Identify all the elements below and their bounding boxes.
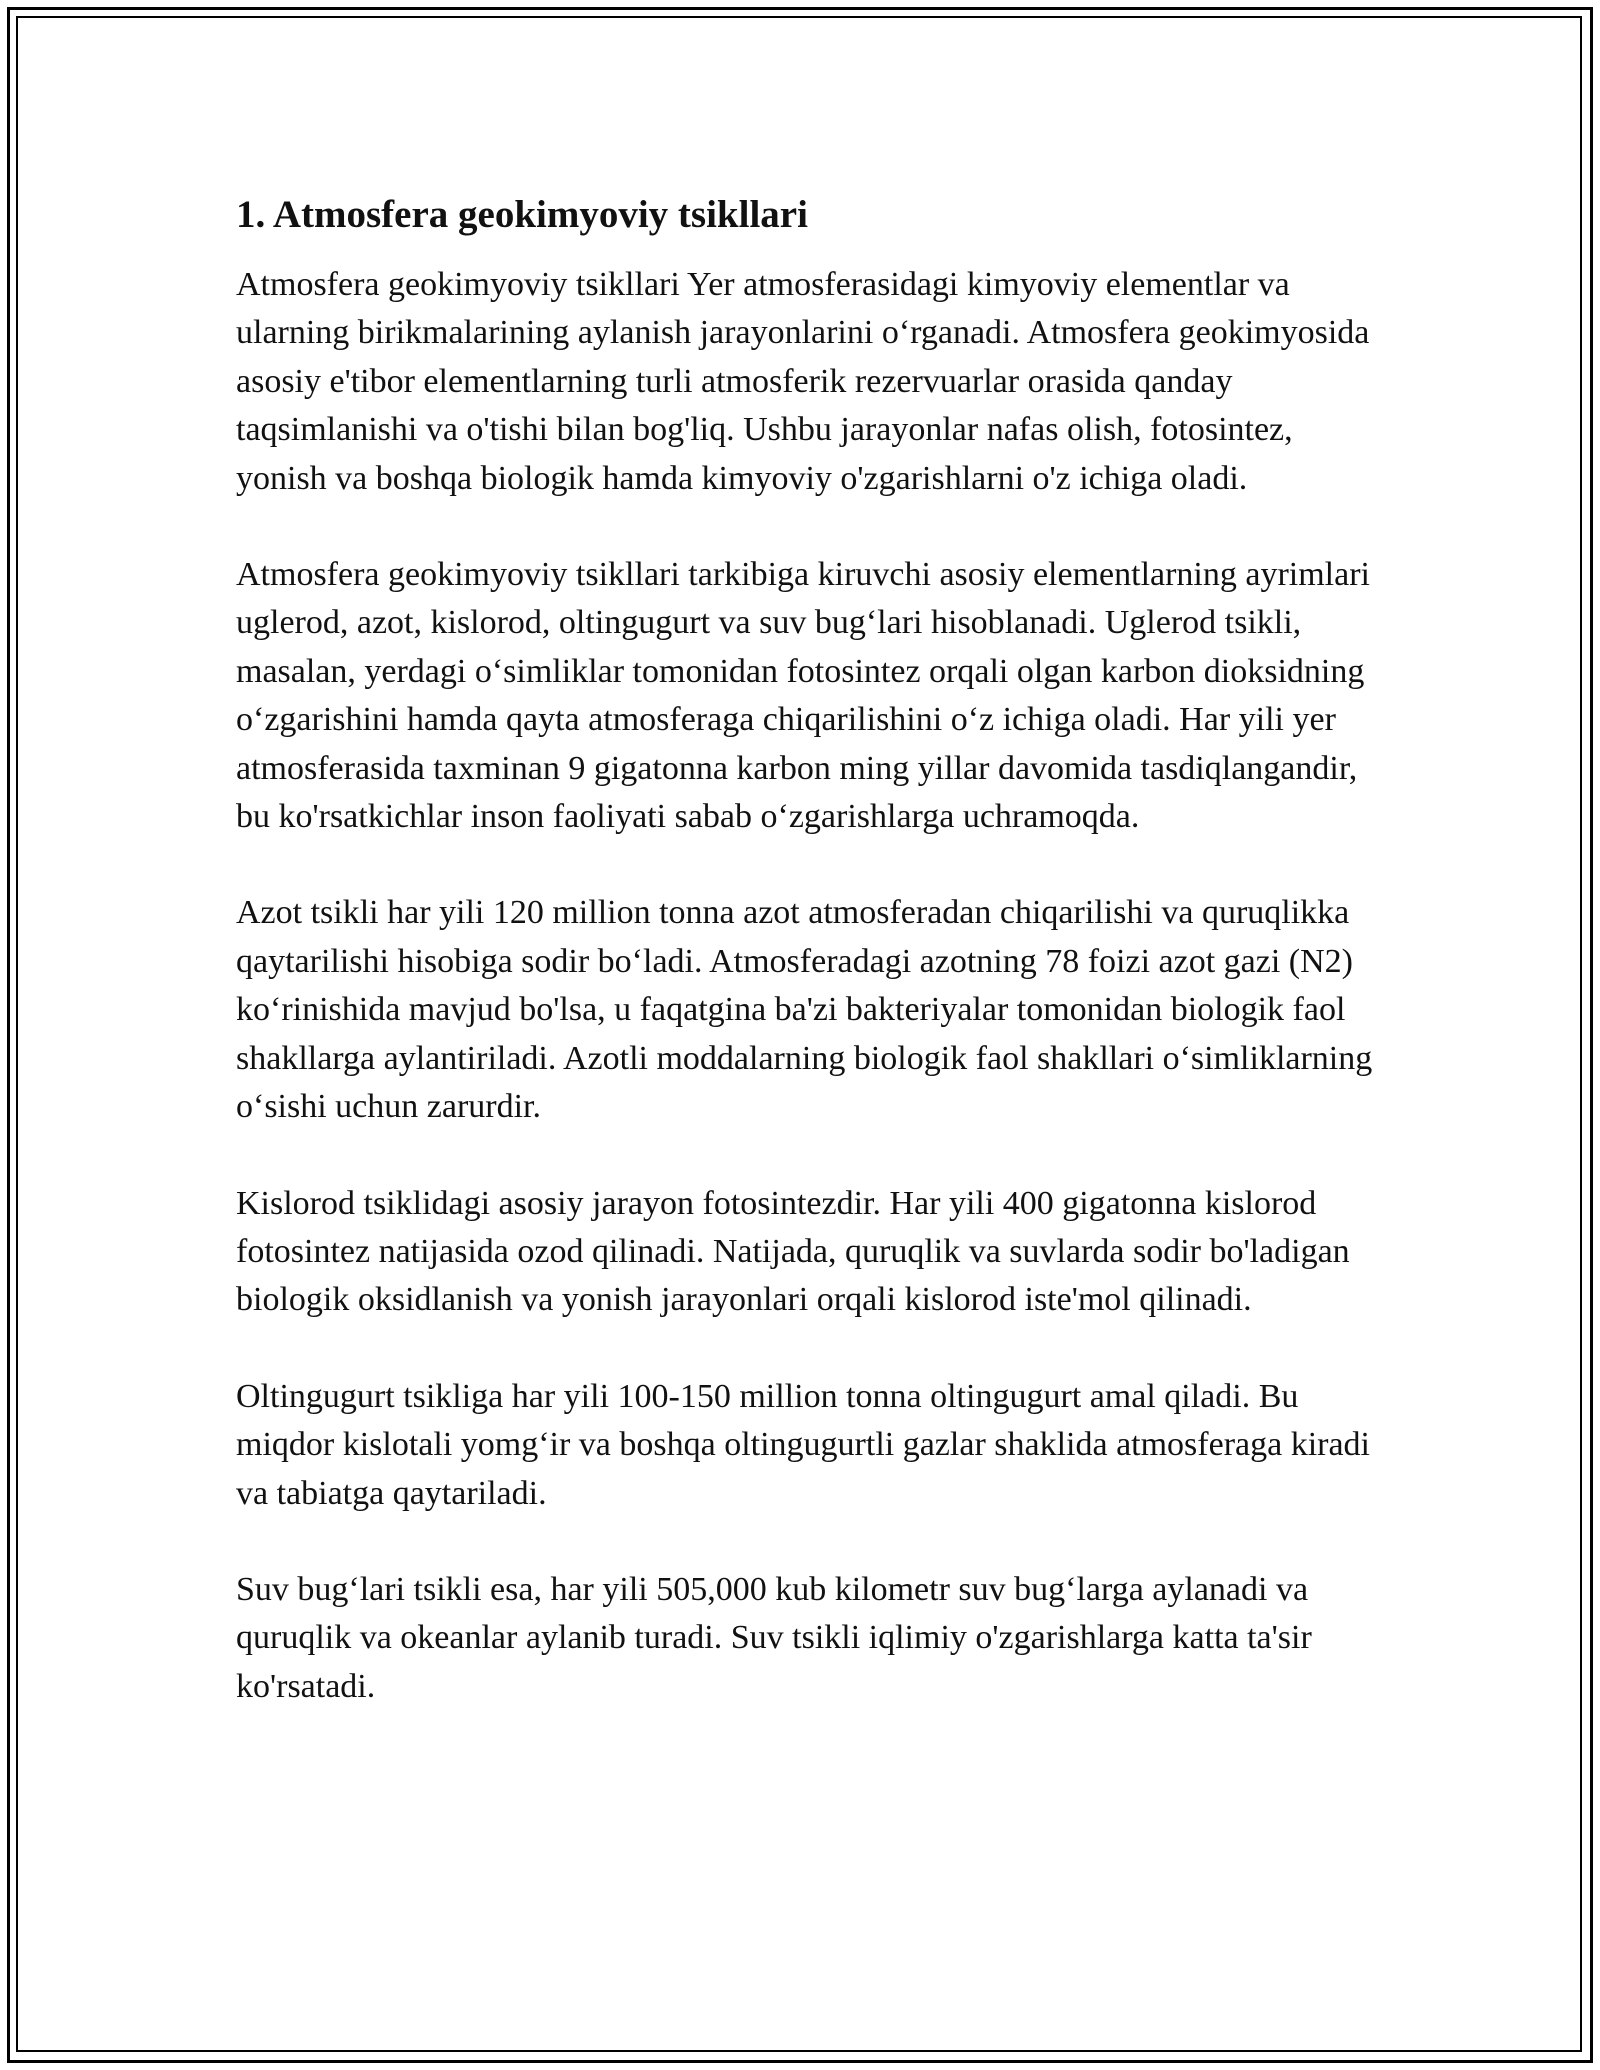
paragraph-water-vapor: Suv bug‘lari tsikli esa, har yili 505,000 kub kilometr suv bug‘larga aylanadi va quruqlik va okeanlar aylanib turadi. Suv tsikli iqlimiy o'zgarishlarga katta ta'sir ko'rsatadi. [236,1570,1312,1705]
paragraph-intro: Atmosfera geokimyoviy tsikllari Yer atmosferasidagi kimyoviy elementlar va ularning birikmalarining aylanish jarayonlarini o‘rganadi. Atmosfera geokimyosida asosiy e'tibor elementlarning turli atmosferik rezervuarlar orasida qanday taqsimlanishi va o'tishi bilan bog'liq. Ushbu jarayonlar nafas olish, fotosintez, yonish va boshqa biologik hamda kimyoviy o'zgarishlarni o'z ichiga oladi. [236,266,1370,497]
paragraph-nitrogen: Azot tsikli har yili 120 million tonna azot atmosferadan chiqarilishi va quruqlikka qaytarilishi hisobiga sodir bo‘ladi. Atmosferadagi azotning 78 foizi azot gazi (N2) ko‘rinishida mavjud bo'lsa, u faqatgina ba'zi bakteriyalar tomonidan biologik faol shakllarga aylantiriladi. Azotli moddalarning biologik faol shakllari o‘simliklarning o‘sishi uchun zarurdir. [236,894,1373,1126]
section-heading: 1. Atmosfera geokimyoviy tsikllari [236,193,808,236]
document-body [236,185,1376,1759]
paragraph-oxygen: Kislorod tsiklidagi asosiy jarayon fotosintezdir. Har yili 400 gigatonna kislorod fotosintez natijasida ozod qilinadi. Natijada, quruqlik va suvlarda sodir bo'ladigan biologik oksidlanish va yonish jarayonlari orqali kislorod iste'mol qilinadi. [236,1184,1350,1319]
paragraph-elements-carbon: Atmosfera geokimyoviy tsikllari tarkibiga kiruvchi asosiy elementlarning ayrimlari uglerod, azot, kislorod, oltingugurt va suv bug‘lari hisoblanadi. Uglerod tsikli, masalan, yerdagi o‘simliklar tomonidan fotosintez orqali olgan karbon dioksidning o‘zgarishini hamda qayta atmosferaga chiqarilishini o‘z ichiga oladi. Har yili yer atmosferasida taxminan 9 gigatonna karbon ming yillar davomida tasdiqlangandir, bu ko'rsatkichlar inson faoliyati sabab o‘zgarishlarga uchramoqda. [236,556,1370,836]
paragraph-sulfur: Oltingugurt tsikliga har yili 100-150 million tonna oltingugurt amal qiladi. Bu miqdor kislotali yomg‘ir va boshqa oltingugurtli gazlar shaklida atmosferaga kiradi va tabiatga qaytariladi. [236,1377,1371,1512]
